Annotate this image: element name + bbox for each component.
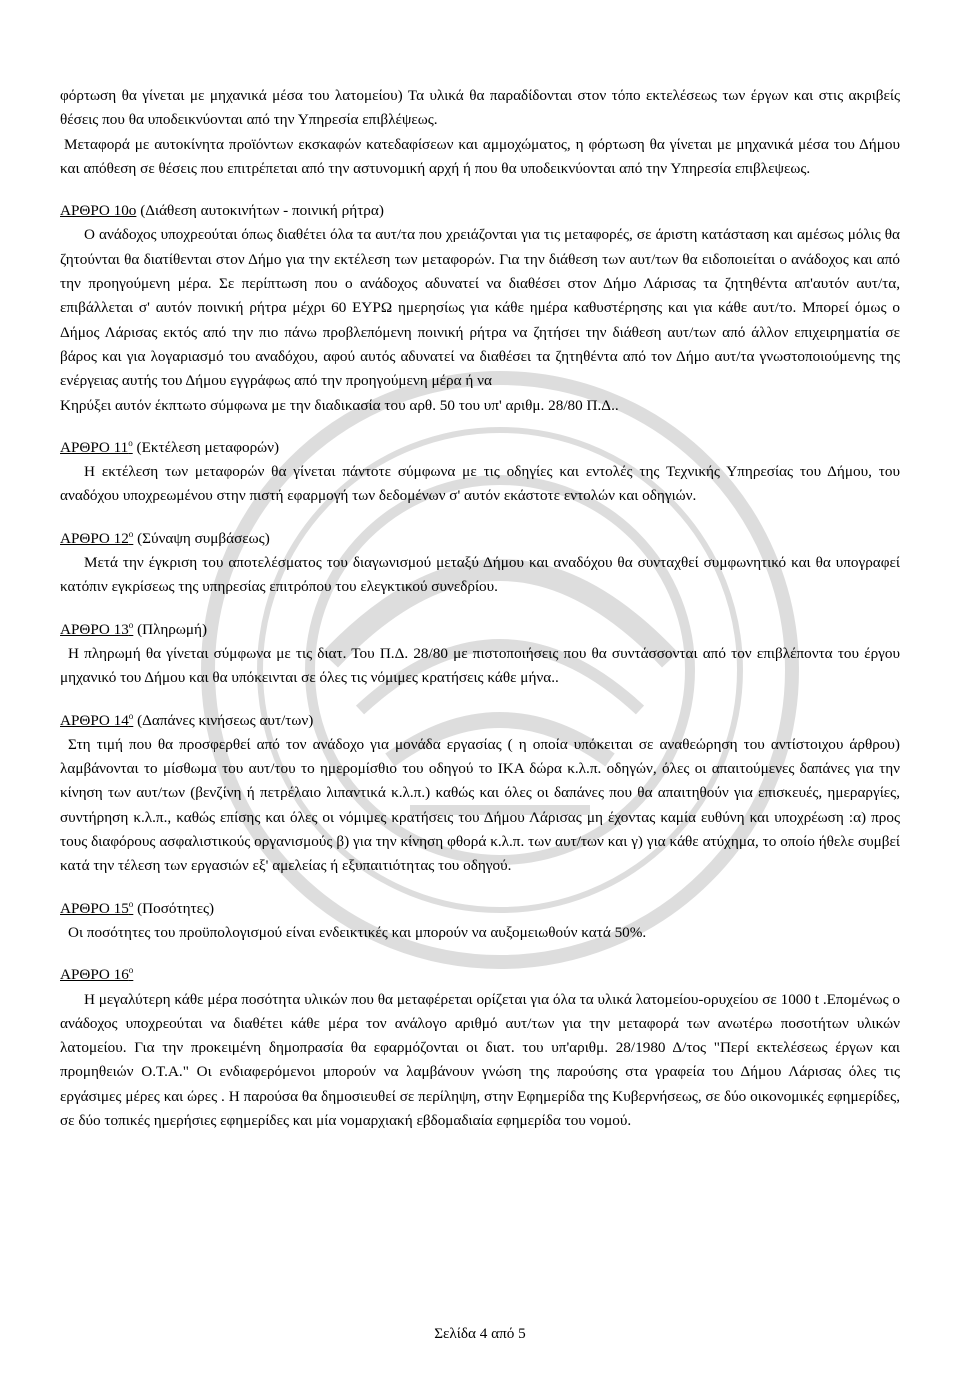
article-11-body: Η εκτέλεση των μεταφορών θα γίνεται πάντοτε σύμφωνα με τις οδηγίες και εντολές της Τεχνικής Υπηρεσίας του Δήμου, του αναδόχου υποχρεωμένου στην πιστή εφαρμογή των δεδομένων σ' αυτόν εκάστοτε εντολών και οδηγιών. [60, 463, 900, 505]
article-12-body: Μετά την έγκριση του αποτελέσματος του διαγωνισμού μεταξύ Δήμου και αναδόχου θα συνταχθεί συμφωνητικό και θα υπογραφεί κατόπιν εγκρίσεως της υπηρεσίας επιτρόπου του ελεγκτικού συνεδρίου. [60, 554, 900, 596]
intro-paragraph-1: φόρτωση θα γίνεται με μηχανικά μέσα του λατομείου) Τα υλικά θα παραδίδονται στον τόπο εκτελέσεως των έργων και στις ακριβείς θέσεις που θα υποδεικνύονται από την Υπηρεσία επιβλέψεως. [60, 87, 900, 129]
article-11-label: ΑΡΘΡΟ $11^o$ [60, 437, 133, 456]
article-14-body: Στη τιμή που θα προσφερθεί από τον ανάδοχο για μονάδα εργασίας ( η οποία υπόκειται σε αναθεώρηση του αντίστοιχου άρθρου) λαμβάνονται το μίσθωμα του αυτ/του το ημερομίσθιο του οδηγού το ΙΚΑ δώρα κ.λ.π. οδηγών, όλες οι απαιτούμενες δαπάνες για την κίνηση των αυτ/των (βενζίνη ή πετρέλαιο λιπαντικά κ.λ.π.) καθώς και όλες οι δαπάνες που θα απαιτηθούν για επισκευές, ημεραργίες, συντήρηση κ.λ.π., καθώς επίσης και όλες οι νόμιμες κρατήσεις του Δήμου Λάρισας μη έχοντας καμία ευθύνη και υποχρέωση :α) προς τους διαφόρους ασφαλιστικούς οργανισμούς β) για την κίνηση φθορά κ.λ.π. των αυτ/των και γ) για κάθε ατύχημα, το οποίο ήθελε συμβεί κατά την τέλεση των εργασιών εξ' αμελείας ή εξυπαιτιότητας του οδηγού. [60, 735, 900, 875]
article-16-heading [60, 963, 900, 987]
article-16-body: Η μεγαλύτερη κάθε μέρα ποσότητα υλικών που θα μεταφέρεται ορίζεται για όλα τα υλικά λατομείου-ορυχείου σε 1000 t .Επομένως ο ανάδοχος υποχρεούται να διαθέτει κάθε μέρα τον ανάλογο αριθμό αυτ/των για την μεταφορά των ανωτέρω ποσοτήτων υλικών λατομείου. Για την προκειμένη δημοπρασία θα εφαρμόζονται οι διατ. του υπ'αριθμ. 28/1980 Δ/τος "Περί εκτελέσεως έργων και προμηθειών Ο.Τ.Α." Οι ενδιαφερόμενοι μπορούν να λαμβάνουν γνώση της παρούσης στα γραφεία του Δήμου Λάρισας όλες τις εργάσιμες μέρες και ώρες . Η παρούσα θα δημοσιευθεί σε περίληψη, στην Εφημερίδα της Κυβερνήσεως, σε δύο οικονομικές εφημερίδες, σε δύο τοπικές ημερήσιες εφημερίδες και μία νομαρχιακή εβδομαδιαία εφημερίδα του νομού. [60, 990, 900, 1129]
article-15-body: Οι ποσότητες του προϋπολογισμού είναι ενδεικτικές και μπορούν να αυξομειωθούν κατά 50%. [68, 923, 647, 941]
article-10-heading [60, 199, 900, 223]
article-13-title: (Πληρωμή) [133, 620, 208, 638]
article-15-heading [60, 897, 900, 921]
article-15-label: ΑΡΘΡΟ $15^o$ [60, 898, 134, 917]
article-16-label: ΑΡΘΡΟ $16^o$ [60, 965, 134, 984]
article-10-title: (Διάθεση αυτοκινήτων - ποινική ρήτρα) [136, 202, 384, 220]
article-14-title: (Δαπάνες κινήσεως αυτ/των) [133, 711, 314, 729]
article-13-label: ΑΡΘΡΟ $13^o$ [60, 619, 134, 638]
article-13-heading [60, 618, 900, 642]
article-10-extra: Κηρύξει αυτόν έκπτωτο σύμφωνα με την διαδικασία του αρθ. 50 του υπ' αριθμ. 28/80 Π.Δ.. [60, 396, 619, 414]
page-number-footer: Σελίδα 4 από 5 [434, 1325, 526, 1342]
article-14-label: ΑΡΘΡΟ $14^o$ [60, 710, 134, 729]
intro-paragraph-2: Μεταφορά με αυτοκίνητα προϊόντων εκσκαφών κατεδαφίσεων και αμμοχώματος, η φόρτωση θα γίνεται με μηχανικά μέσα του Δήμου και απόθεση σε θέσεις που επιτρέπεται από την αστυνομική αρχή ή που θα υποδεικνύονται από την Υπηρεσία επιβλεψεως. [60, 135, 900, 177]
article-12-title: (Σύναψη συμβάσεως) [133, 529, 270, 547]
article-10-body: Ο ανάδοχος υποχρεούται όπως διαθέτει όλα τα αυτ/τα που χρειάζονται για τις μεταφορές, σε άριστη κατάσταση και αμέσως μόλις θα ζητούνται θα διατίθενται στον Δήμο για την εκτέλεση των μεταφορών. Για την διάθεση των αυτ/των θα ειδοποιείται ο ανάδοχος και από την προηγούμενη μέρα. Σε περίπτωση που ο ανάδοχος αδυνατεί να διαθέσει στον Δήμο Λάρισας τα ζητηθέντα απ'αυτόν αυτ/τα, επιβάλλεται σ' αυτόν ποινική ρήτρα μέχρι 60 ΕΥΡΩ ημερησίως για κάθε ημέρα καθυστέρησης και για κάθε αυτ/το. Μπορεί όμως ο Δήμος Λάρισας εκτός από την πιο πάνω προβλεπόμενη ποινική ρήτρα να ζητήσει την διάθεση αυτ/των από άλλον επιχειρηματία σε βάρος και για λογαριασμό του αναδόχου, αφού αυτός αδυνατεί να διαθέσει τα ζητηθέντα από τον Δήμο αυτ/τα γνωστοποιούμενης της ενέργειας αυτής του Δήμου εγγράφως από την προηγούμενη μέρα ή να [60, 226, 900, 390]
article-13-body: Η πληρωμή θα γίνεται σύμφωνα με τις διατ. Του Π.Δ. 28/80 με πιστοποιήσεις που θα συντάσσονται από τον επιβλέποντα του έργου μηχανικό του Δήμου και θα υπόκεινται σε όλες τις νόμιμες κρατήσεις κάθε μήνα.. [60, 644, 900, 687]
article-11-title: (Εκτέλεση μεταφορών) [132, 438, 280, 456]
article-12-heading [60, 527, 900, 551]
document-body [60, 84, 900, 1133]
article-12-label: ΑΡΘΡΟ $12^o$ [60, 528, 134, 547]
article-14-heading [60, 709, 900, 733]
article-15-title: (Ποσότητες) [133, 899, 215, 917]
article-11-heading [60, 436, 900, 460]
article-10-label: ΑΡΘΡΟ 10ο [60, 202, 137, 220]
